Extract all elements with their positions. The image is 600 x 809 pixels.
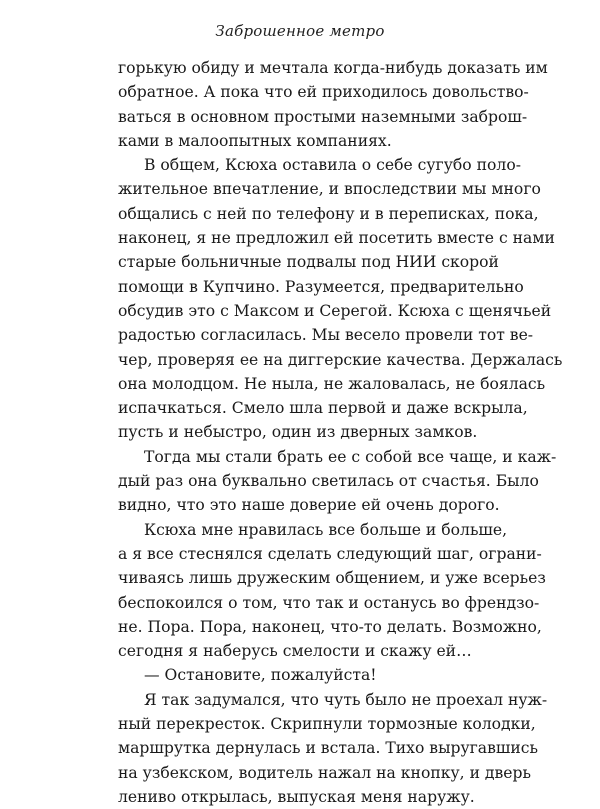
text-line: чиваясь лишь дружеским общением, и уже всерьез	[118, 569, 546, 588]
text-line: ками в малоопытных компаниях.	[118, 131, 392, 150]
text-line: радостью согласилась. Мы весело провели тот ве-	[118, 326, 534, 345]
text-line: обратное. А пока что ей приходилось довольство-	[118, 83, 529, 102]
text-line: — Остановите, пожалуйста!	[144, 666, 377, 685]
text-line: жительное впечатление, и впоследствии мы много	[118, 180, 541, 199]
text-line: сегодня я наберусь смелости и скажу ей…	[118, 642, 472, 661]
text-line: старые больничные подвалы под НИИ скорой	[118, 253, 499, 272]
text-line: горькую обиду и мечтала когда-нибудь доказать им	[118, 59, 548, 77]
text-line: наконец, я не предложил ей посетить вместе с нами	[118, 229, 555, 248]
text-line: Ксюха мне нравилась все больше и больше,	[144, 520, 508, 539]
text-line: маршрутка дернулась и встала. Тихо выругавшись	[118, 739, 538, 758]
text-line: обсудив это с Максом и Серегой. Ксюха с щенячьей	[118, 301, 552, 320]
running-head-title: Заброшенное метро	[215, 22, 385, 40]
text-line: не. Пора. Пора, наконец, что-то делать. Возможно,	[118, 617, 542, 636]
text-line: общались с ней по телефону и в переписках, пока,	[118, 204, 539, 223]
text-line: беспокоился о том, что так и останусь во френдзо-	[118, 593, 540, 612]
text-line: ваться в основном простыми наземными заброш-	[118, 107, 528, 126]
text-line: Тогда мы стали брать ее с собой все чаще, и каж-	[144, 447, 557, 466]
text-line: ный перекресток. Скрипнули тормозные колодки,	[118, 715, 536, 734]
text-line: дый раз она буквально светилась от счастья. Было	[118, 472, 539, 491]
text-line: испачкаться. Смело шла первой и даже вскрыла,	[118, 399, 528, 418]
text-line: чер, проверяя ее на диггерские качества. Держалась	[118, 350, 563, 369]
text-line: помощи в Купчино. Разумеется, предварительно	[118, 277, 524, 296]
text-line: лениво открылась, выпуская меня наружу.	[118, 787, 475, 806]
text-line: а я все стеснялся сделать следующий шаг, ограни-	[118, 544, 542, 563]
text-line: видно, что это наше доверие ей очень дорого.	[118, 496, 500, 515]
text-line: на узбекском, водитель нажал на кнопку, и дверь	[118, 763, 531, 782]
text-line: она молодцом. Не ныла, не жаловалась, не боялась	[118, 374, 546, 393]
text-line: В общем, Ксюха оставила о себе сугубо поло-	[144, 156, 521, 175]
text-line: Я так задумался, что чуть было не проехал нуж-	[144, 690, 548, 709]
body-text	[118, 56, 563, 809]
text-line: пусть и небыстро, один из дверных замков.	[118, 423, 478, 442]
